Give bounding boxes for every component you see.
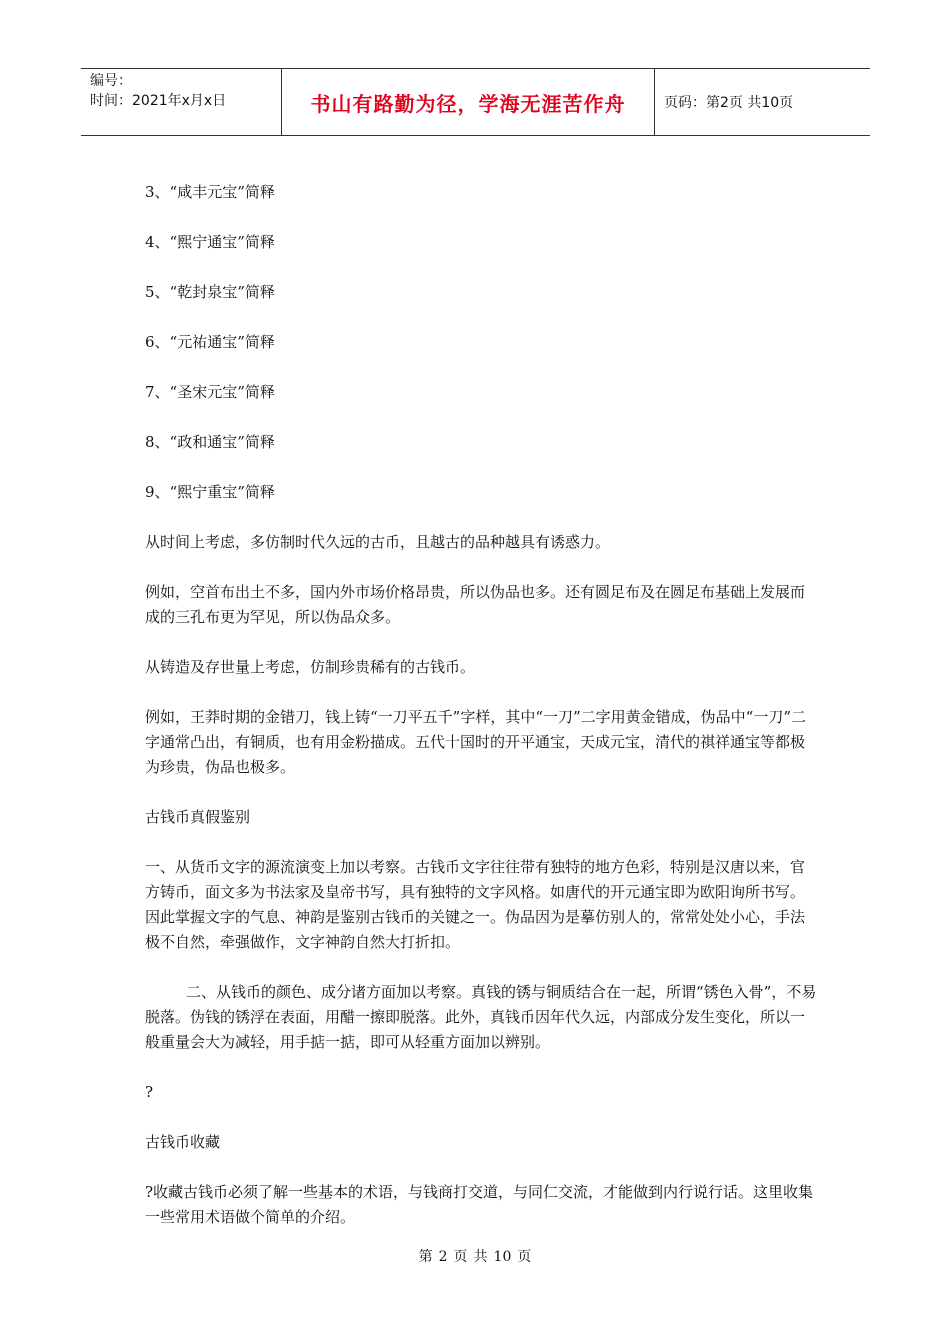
footer-page-number: 2: [438, 1249, 448, 1265]
document-header: [81, 68, 870, 136]
time-label: 时间：2021年x月x日: [90, 93, 227, 109]
header-page-info: 页码：第2页 共10页: [664, 95, 794, 111]
question-mark: ?: [145, 1083, 154, 1101]
footer-gong: 共: [473, 1249, 488, 1265]
list-item: 3、“咸丰元宝”简释: [145, 183, 275, 201]
list-item: 8、“政和通宝”简释: [145, 433, 275, 451]
page-footer: [0, 1246, 950, 1266]
paragraph: 从铸造及存世量上考虑，仿制珍贵稀有的古钱币。: [145, 658, 476, 676]
document-body: [145, 180, 817, 1230]
footer-ye: 页: [517, 1249, 532, 1265]
header-motto: 书山有路勤为径，学海无涯苦作舟: [310, 91, 626, 116]
paragraph: 例如，王莽时期的金错刀，钱上铸“一刀平五千”字样，其中“一刀”二字用黄金错成，伪品中“一刀”二字通常凸出，有铜质，也有用金粉描成。五代十国时的开平通宝，天成元宝，清代的祺祥通宝等都极为珍贵，伪品也极多。: [145, 708, 807, 776]
number-label: 编号：: [90, 73, 132, 89]
coin-list: [145, 180, 817, 505]
header-page-info-cell: [655, 69, 870, 135]
paragraph: 二、从钱币的颜色、成分诸方面加以考察。真钱的锈与铜质结合在一起，所谓“锈色入骨”，不易脱落。伪钱的锈浮在表面，用醋一擦即脱落。此外，真钱币因年代久远，内部成分发生变化，所以一般重量会大为减轻，用手掂一掂，即可从轻重方面加以辨别。: [145, 983, 817, 1051]
paragraph: 例如，空首布出土不多，国内外市场价格昂贵，所以伪品也多。还有圆足布及在圆足布基础上发展而成的三孔布更为罕见，所以伪品众多。: [145, 583, 806, 626]
header-motto-cell: [282, 69, 655, 135]
paragraph: ?收藏古钱币必须了解一些基本的术语，与钱商打交道，与同仁交流，才能做到内行说行话。这里收集一些常用术语做个简单的介绍。: [145, 1183, 814, 1226]
section-heading: 古钱币真假鉴别: [145, 808, 251, 826]
header-meta: [81, 69, 282, 135]
footer-di: 第: [418, 1249, 433, 1265]
list-item: 4、“熙宁通宝”简释: [145, 233, 275, 251]
paragraph: 一、从货币文字的源流演变上加以考察。古钱币文字往往带有独特的地方色彩，特别是汉唐以来，官方铸币，面文多为书法家及皇帝书写，具有独特的文字风格。如唐代的开元通宝即为欧阳询所书写。因此掌握文字的气息、神韵是鉴别古钱币的关键之一。伪品因为是摹仿别人的，常常处处小心，手法极不自然，牵强做作，文字神韵自然大打折扣。: [145, 858, 806, 951]
list-item: 5、“乾封泉宝”简释: [145, 283, 275, 301]
footer-total-pages: 10: [493, 1249, 512, 1265]
section-heading: 古钱币收藏: [145, 1133, 221, 1151]
paragraph: 从时间上考虑，多仿制时代久远的古币，且越古的品种越具有诱惑力。: [145, 533, 611, 551]
list-item: 7、“圣宋元宝”简释: [145, 383, 275, 401]
list-item: 6、“元祐通宝”简释: [145, 333, 275, 351]
footer-ye: 页: [453, 1249, 468, 1265]
list-item: 9、“熙宁重宝”简释: [145, 483, 275, 501]
